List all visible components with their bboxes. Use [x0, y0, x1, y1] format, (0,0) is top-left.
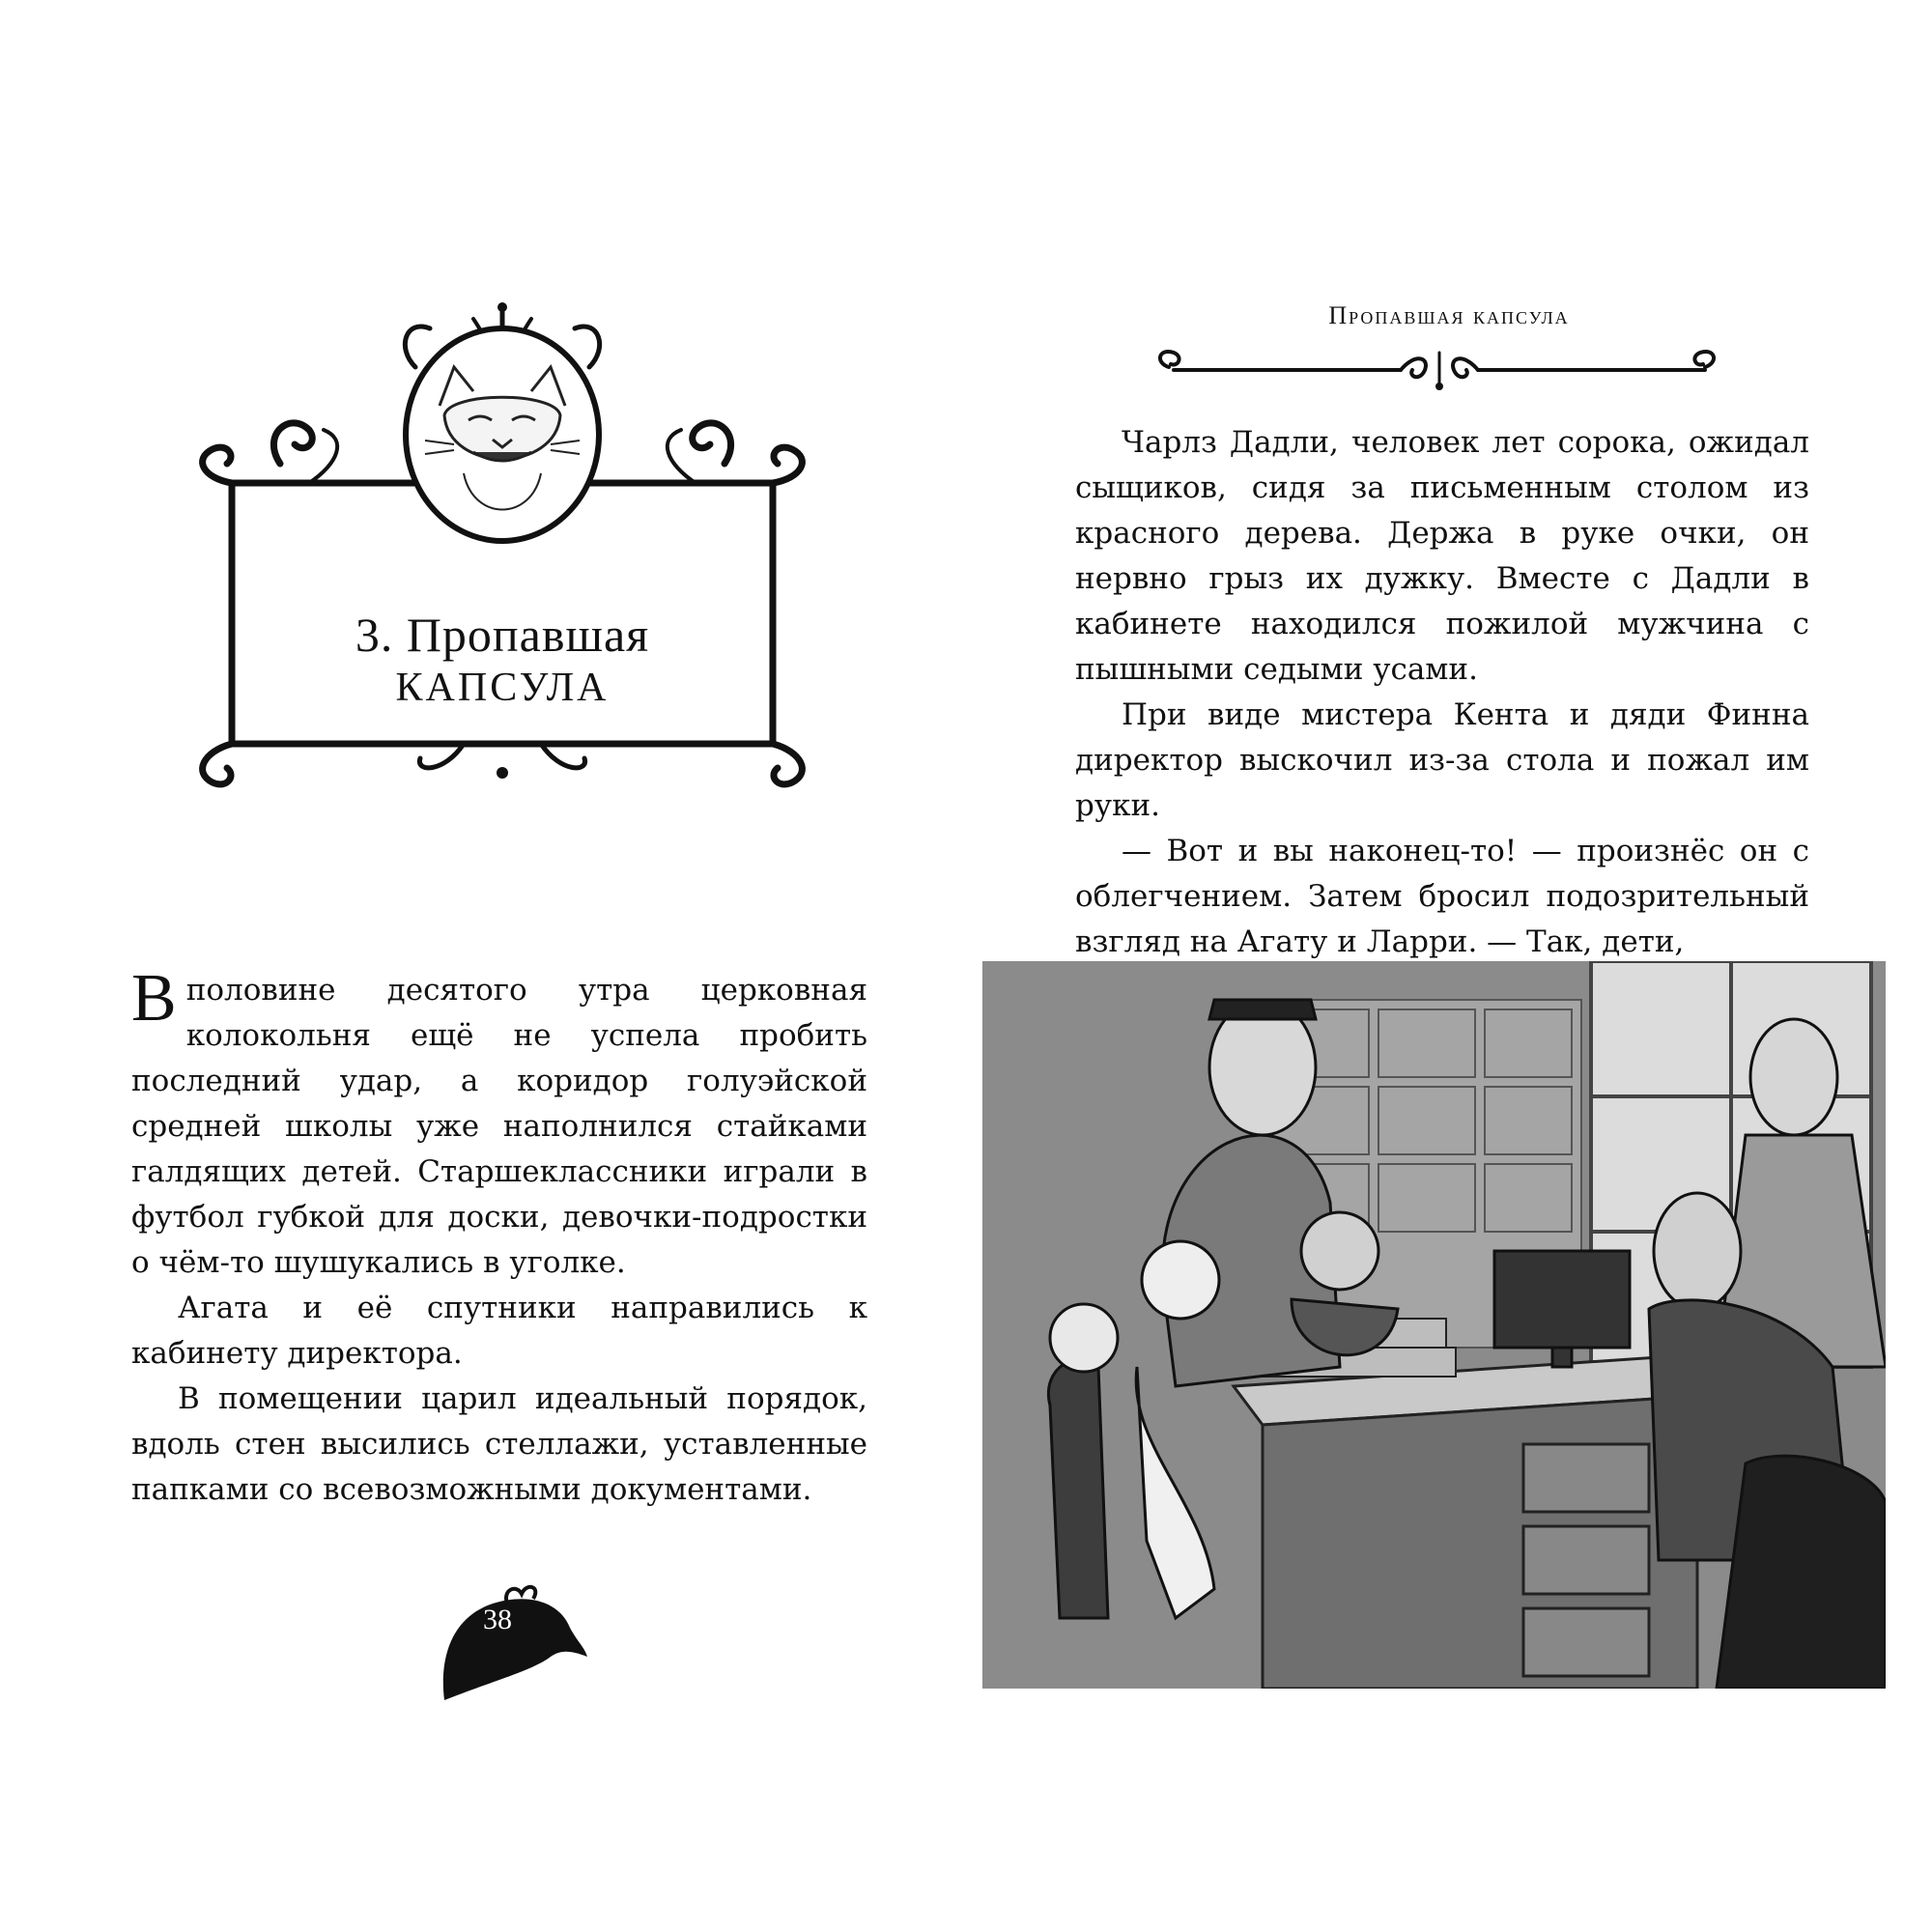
header-flourish	[1150, 343, 1729, 391]
running-header: Пропавшая капсула	[1328, 301, 1570, 329]
chapter-title-line1: 3. Пропавшая	[355, 608, 650, 662]
left-page-text	[131, 961, 867, 1513]
chapter-title-line2: КАПСУЛА	[395, 666, 610, 710]
chapter-ornament-frame	[184, 290, 821, 802]
page-number: 38	[483, 1604, 512, 1635]
chapter-title	[232, 609, 773, 710]
right-page-text	[1075, 420, 1809, 965]
left-paragraph-1	[131, 961, 867, 1286]
right-paragraph-1: Чарлз Дадли, человек лет сорока, ожидал сыщиков, сидя за письменным столом из красного дерева. Держа в руке очки, он нервно грыз их дужку. Вместе с Дадли в кабинете находился пожилой мужчина с пышными седыми усами.	[1075, 425, 1809, 687]
office-scene-illustration	[982, 961, 1886, 1689]
right-paragraph-2: При виде мистера Кента и дяди Финна директор выскочил из-за стола и пожал им руки.	[1075, 697, 1809, 823]
right-paragraph-3: — Вот и вы наконец-то! — произнёс он с облегчением. Затем бросил подозрительный взгляд на Агату и Ларри. — Так, дети,	[1075, 834, 1809, 959]
left-paragraph-2: Агата и её спутники направились к кабинету директора.	[131, 1291, 867, 1371]
left-paragraph-1-text: половине десятого утра церковная колокольня ещё не успела пробить последний удар, а коридор голуэйской средней школы уже наполнился стайками галдящих детей. Старшеклассники играли в футбол губкой для доски, девочки-подростки о чём-то шушукались в уголке.	[131, 973, 867, 1280]
desk	[1234, 1357, 1697, 1689]
detective-hat-icon	[425, 1575, 589, 1710]
left-paragraph-3: В помещении царил идеальный порядок, вдоль стен высились стеллажи, уставленные папками со всевозможными документами.	[131, 1381, 867, 1507]
drop-cap: В	[131, 961, 177, 1036]
